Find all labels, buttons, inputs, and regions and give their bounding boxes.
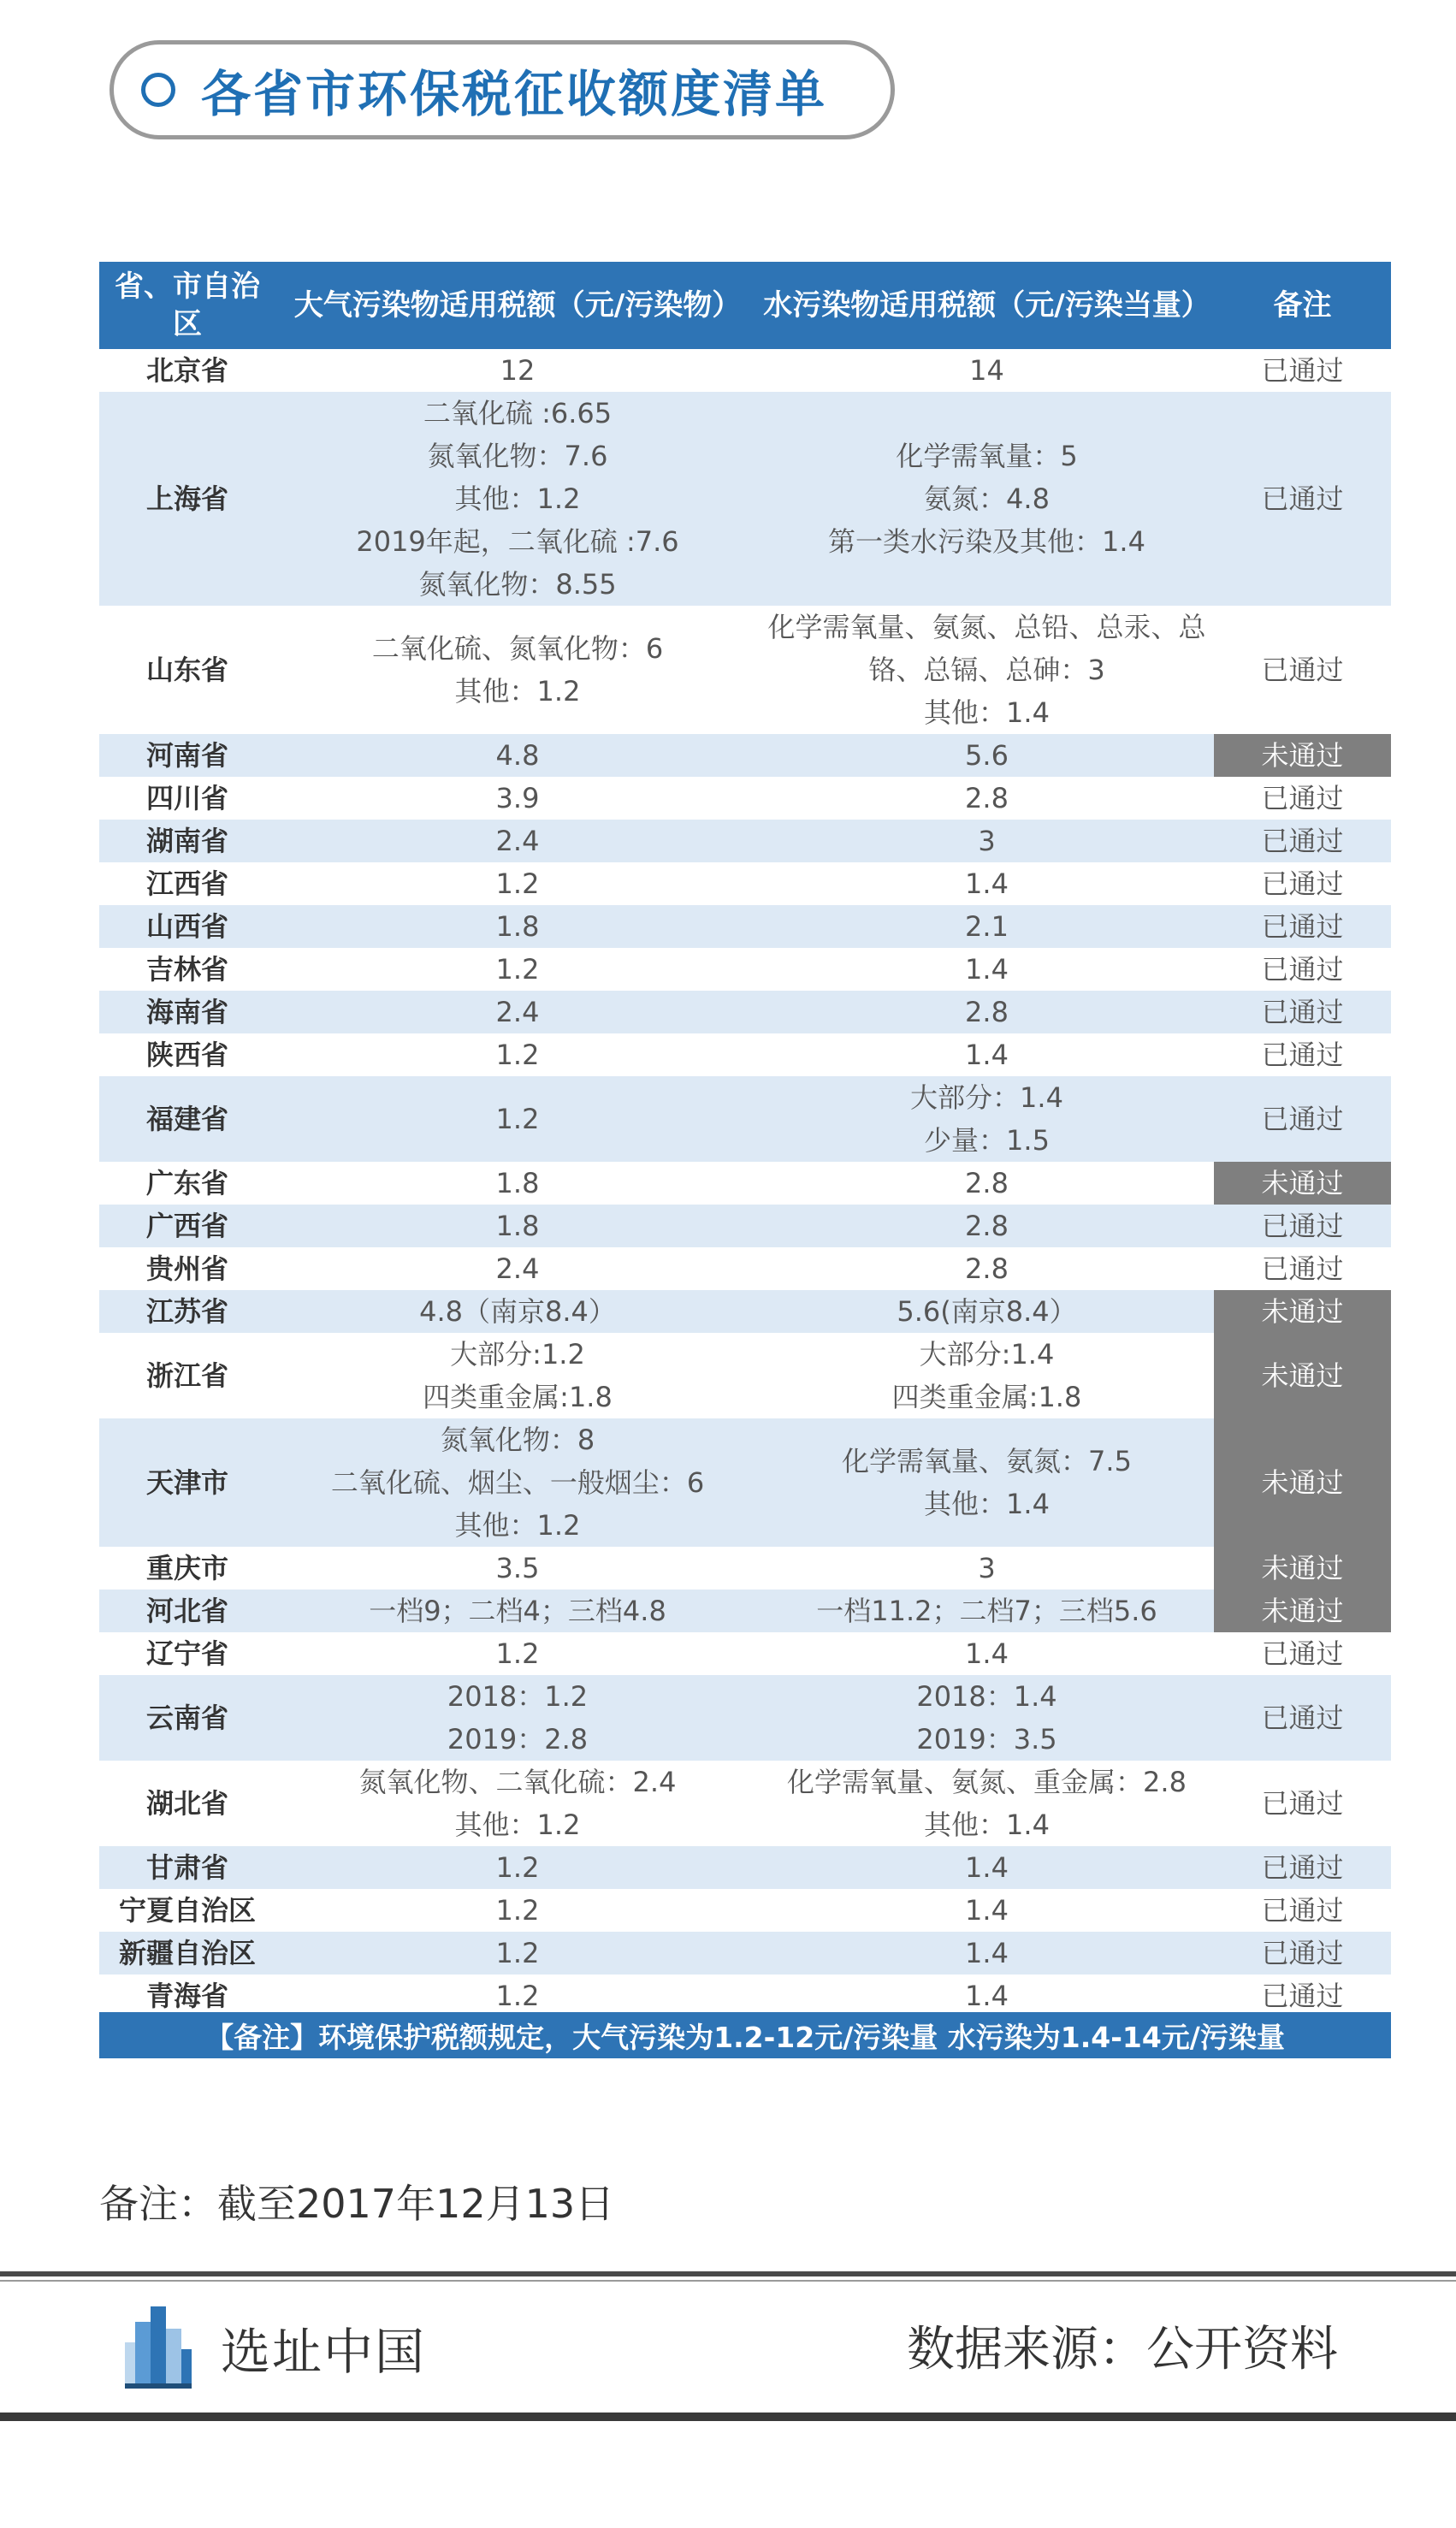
province-cell: 浙江省 — [145, 1359, 228, 1392]
air-tax-cell — [275, 1675, 760, 1761]
air-tax-line: 4.8（南京8.4） — [419, 1295, 616, 1328]
air-tax-line: 二氧化硫、氮氧化物：6 — [371, 632, 664, 665]
footer-divider-bottom — [0, 2413, 1456, 2421]
air-tax-line: 1.2 — [495, 1894, 540, 1927]
air-tax-line: 二氧化硫、烟尘、一般烟尘：6 — [330, 1466, 705, 1499]
table-row — [99, 1205, 1391, 1247]
status-cell: 未通过 — [1214, 1590, 1391, 1632]
status-cell: 已通过 — [1214, 1932, 1391, 1974]
water-tax-line: 1.4 — [965, 1894, 1009, 1927]
water-tax-cell — [760, 1675, 1214, 1761]
table-row — [99, 1547, 1391, 1590]
status-cell: 已通过 — [1261, 1894, 1344, 1927]
table-row — [99, 1162, 1391, 1205]
province-cell: 广东省 — [145, 1167, 228, 1199]
table-row — [99, 1632, 1391, 1675]
footer-divider-top — [0, 2271, 1456, 2276]
province-cell: 山西省 — [99, 905, 275, 948]
air-tax-line: 1.8 — [495, 1210, 540, 1242]
water-tax-line: 其他：1.4 — [924, 1488, 1050, 1520]
air-tax-cell — [275, 349, 760, 392]
air-tax-line: 12 — [500, 354, 536, 387]
status-cell: 已通过 — [1261, 782, 1344, 814]
page-title: 各省市环保税征收额度清单 — [201, 65, 828, 123]
table-row — [99, 734, 1391, 777]
water-tax-line: 化学需氧量、氨氮：7.5 — [842, 1445, 1132, 1477]
status-cell: 已通过 — [1261, 953, 1344, 986]
water-tax-line: 氨氮：4.8 — [924, 483, 1050, 515]
water-tax-line: 化学需氧量：5 — [896, 440, 1078, 472]
brand-name: 选址中国 — [221, 2323, 427, 2381]
air-tax-line: 其他：1.2 — [454, 1509, 581, 1542]
status-cell: 未通过 — [1214, 1547, 1391, 1590]
province-cell: 上海省 — [99, 392, 275, 606]
air-tax-cell — [275, 1076, 760, 1162]
province-cell: 江西省 — [145, 867, 228, 900]
water-tax-cell — [760, 948, 1214, 991]
table-row — [99, 1932, 1391, 1974]
water-tax-line: 2.8 — [965, 1252, 1009, 1285]
air-tax-line: 其他：1.2 — [454, 483, 581, 515]
table-row — [99, 991, 1391, 1033]
water-tax-line: 2.8 — [965, 1167, 1009, 1199]
air-tax-line: 2019年起，二氧化硫 :7.6 — [356, 525, 679, 558]
air-tax-line: 1.8 — [495, 910, 540, 943]
water-tax-line: 其他：1.4 — [924, 1809, 1050, 1841]
air-tax-line: 2.4 — [495, 825, 540, 857]
table-body — [99, 349, 1391, 2017]
table-row — [99, 820, 1391, 862]
air-tax-line: 一档9；二档4；三档4.8 — [369, 1595, 666, 1627]
water-tax-cell — [760, 1205, 1214, 1247]
status-cell: 已通过 — [1214, 820, 1391, 862]
water-tax-cell — [760, 1590, 1214, 1632]
province-cell: 广西省 — [99, 1205, 275, 1247]
table-row — [99, 349, 1391, 392]
air-tax-cell — [275, 734, 760, 777]
province-cell: 云南省 — [99, 1675, 275, 1761]
status-cell: 已通过 — [1261, 1039, 1344, 1071]
header-water-tax: 水污染物适用税额（元/污染当量） — [760, 262, 1214, 349]
air-tax-line: 氮氧化物：8 — [440, 1424, 595, 1456]
table-row — [99, 1333, 1391, 1418]
table-row — [99, 1247, 1391, 1290]
air-tax-cell — [275, 1418, 760, 1547]
air-tax-cell — [275, 1205, 760, 1247]
table-row — [99, 606, 1391, 734]
table-row — [99, 1290, 1391, 1333]
province-cell: 河南省 — [99, 734, 275, 777]
air-tax-line: 2019：2.8 — [447, 1723, 589, 1755]
status-cell: 已通过 — [1261, 1637, 1344, 1670]
water-tax-cell — [760, 1162, 1214, 1205]
water-tax-cell — [760, 820, 1214, 862]
province-cell: 北京省 — [145, 354, 228, 387]
air-tax-cell — [275, 1290, 760, 1333]
table-row — [99, 1846, 1391, 1889]
status-cell: 已通过 — [1261, 1252, 1344, 1285]
footer-divider-top-thin — [0, 2280, 1456, 2282]
air-tax-line: 1.2 — [495, 1851, 540, 1884]
air-tax-cell — [275, 948, 760, 991]
water-tax-line: 3 — [978, 1552, 996, 1584]
data-source: 数据来源：公开资料 — [907, 2322, 1338, 2377]
air-tax-cell — [275, 1846, 760, 1889]
air-tax-line: 4.8 — [495, 739, 540, 772]
status-cell: 已通过 — [1261, 867, 1344, 900]
air-tax-line: 3.5 — [495, 1552, 540, 1584]
air-tax-cell — [275, 862, 760, 905]
water-tax-line: 1.4 — [965, 1039, 1009, 1071]
air-tax-cell — [275, 991, 760, 1033]
table-row — [99, 1889, 1391, 1932]
province-cell: 海南省 — [99, 991, 275, 1033]
water-tax-line: 14 — [969, 354, 1004, 387]
air-tax-line: 1.2 — [495, 1937, 540, 1969]
water-tax-cell — [760, 1290, 1214, 1333]
status-cell: 已通过 — [1261, 1787, 1344, 1820]
title-banner — [109, 40, 895, 139]
air-tax-line: 1.8 — [495, 1167, 540, 1199]
province-cell: 湖南省 — [99, 820, 275, 862]
water-tax-line: 2019：3.5 — [916, 1723, 1057, 1755]
province-cell: 河北省 — [99, 1590, 275, 1632]
status-cell: 已通过 — [1214, 991, 1391, 1033]
water-tax-line: 其他：1.4 — [924, 696, 1050, 729]
air-tax-line: 2.4 — [495, 996, 540, 1028]
province-cell: 吉林省 — [145, 953, 228, 986]
water-tax-cell — [760, 1889, 1214, 1932]
table-header-row — [99, 262, 1391, 349]
water-tax-line: 2.1 — [965, 910, 1009, 943]
table-row — [99, 392, 1391, 606]
air-tax-cell — [275, 1974, 760, 2017]
air-tax-line: 2018：1.2 — [447, 1680, 589, 1713]
air-tax-line: 1.2 — [495, 1103, 540, 1135]
water-tax-line: 1.4 — [965, 867, 1009, 900]
water-tax-cell — [760, 991, 1214, 1033]
status-cell: 已通过 — [1214, 1675, 1391, 1761]
air-tax-cell — [275, 1590, 760, 1632]
air-tax-line: 1.2 — [495, 867, 540, 900]
water-tax-line: 少量：1.5 — [924, 1124, 1050, 1157]
water-tax-line: 第一类水污染及其他：1.4 — [828, 525, 1145, 558]
table-row — [99, 1675, 1391, 1761]
air-tax-line: 二氧化硫 :6.65 — [423, 397, 613, 429]
table-row — [99, 862, 1391, 905]
water-tax-cell — [760, 905, 1214, 948]
status-cell: 未通过 — [1214, 1333, 1391, 1418]
water-tax-line: 5.6(南京8.4） — [897, 1295, 1077, 1328]
water-tax-cell — [760, 1632, 1214, 1675]
table-row — [99, 777, 1391, 820]
air-tax-line: 1.2 — [495, 1980, 540, 2012]
province-cell: 新疆自治区 — [99, 1932, 275, 1974]
water-tax-cell — [760, 1418, 1214, 1547]
water-tax-cell — [760, 1076, 1214, 1162]
table-row — [99, 1761, 1391, 1846]
water-tax-cell — [760, 1033, 1214, 1076]
water-tax-line: 2018：1.4 — [916, 1680, 1057, 1713]
water-tax-cell — [760, 1974, 1214, 2017]
air-tax-cell — [275, 1247, 760, 1290]
air-tax-line: 1.2 — [495, 1637, 540, 1670]
province-cell: 贵州省 — [145, 1252, 228, 1285]
air-tax-line: 2.4 — [495, 1252, 540, 1285]
water-tax-line: 2.8 — [965, 1210, 1009, 1242]
water-tax-cell — [760, 1547, 1214, 1590]
air-tax-line: 1.2 — [495, 953, 540, 986]
air-tax-cell — [275, 1547, 760, 1590]
water-tax-line: 大部分:1.4 — [919, 1338, 1055, 1371]
province-cell: 山东省 — [145, 654, 228, 686]
air-tax-cell — [275, 1932, 760, 1974]
status-cell: 已通过 — [1214, 1076, 1391, 1162]
table-row — [99, 948, 1391, 991]
header-province: 省、市自治区 — [99, 262, 275, 349]
province-cell: 宁夏自治区 — [118, 1894, 256, 1927]
status-cell: 未通过 — [1214, 734, 1391, 777]
air-tax-cell — [275, 1761, 760, 1846]
brand — [125, 2303, 426, 2392]
water-tax-cell — [760, 1333, 1214, 1418]
water-tax-line: 1.4 — [965, 1637, 1009, 1670]
water-tax-line: 大部分：1.4 — [910, 1081, 1063, 1114]
water-tax-cell — [760, 1247, 1214, 1290]
air-tax-line: 四类重金属:1.8 — [423, 1381, 613, 1413]
table-row — [99, 1033, 1391, 1076]
province-cell: 重庆市 — [145, 1552, 228, 1584]
air-tax-line: 1.2 — [495, 1039, 540, 1071]
air-tax-cell — [275, 905, 760, 948]
air-tax-line: 氮氧化物：8.55 — [418, 568, 617, 601]
status-cell: 未通过 — [1214, 1162, 1391, 1205]
water-tax-cell — [760, 349, 1214, 392]
air-tax-line: 氮氧化物：7.6 — [427, 440, 608, 472]
water-tax-line: 一档11.2；二档7；三档5.6 — [816, 1595, 1157, 1627]
air-tax-cell — [275, 1033, 760, 1076]
header-note: 备注 — [1214, 262, 1391, 349]
province-cell: 辽宁省 — [145, 1637, 228, 1670]
status-cell: 未通过 — [1214, 1290, 1391, 1333]
tax-table — [99, 262, 1391, 2017]
province-cell: 甘肃省 — [99, 1846, 275, 1889]
water-tax-line: 1.4 — [965, 1851, 1009, 1884]
province-cell: 四川省 — [145, 782, 228, 814]
status-cell: 未通过 — [1214, 1418, 1391, 1547]
air-tax-cell — [275, 1162, 760, 1205]
air-tax-cell — [275, 820, 760, 862]
status-cell: 已通过 — [1214, 392, 1391, 606]
air-tax-cell — [275, 392, 760, 606]
water-tax-line: 1.4 — [965, 1980, 1009, 2012]
air-tax-line: 氮氧化物、二氧化硫：2.4 — [358, 1766, 677, 1798]
air-tax-cell — [275, 1889, 760, 1932]
water-tax-cell — [760, 862, 1214, 905]
table-row — [99, 1076, 1391, 1162]
status-cell: 已通过 — [1261, 654, 1344, 686]
province-cell: 湖北省 — [145, 1787, 228, 1820]
table-row — [99, 1974, 1391, 2017]
water-tax-line: 2.8 — [965, 996, 1009, 1028]
as-of-date: 备注：截至2017年12月13日 — [99, 2181, 615, 2227]
water-tax-cell — [760, 734, 1214, 777]
table-row — [99, 1418, 1391, 1547]
table-row — [99, 1590, 1391, 1632]
air-tax-cell — [275, 777, 760, 820]
air-tax-cell — [275, 1632, 760, 1675]
water-tax-cell — [760, 1761, 1214, 1846]
status-cell: 已通过 — [1214, 1205, 1391, 1247]
water-tax-line: 1.4 — [965, 1937, 1009, 1969]
province-cell: 青海省 — [145, 1980, 228, 2012]
water-tax-line: 2.8 — [965, 782, 1009, 814]
province-cell: 江苏省 — [99, 1290, 275, 1333]
water-tax-line: 化学需氧量、氨氮、总铅、总汞、总铬、总镉、总砷：3 — [767, 611, 1206, 686]
province-cell: 陕西省 — [145, 1039, 228, 1071]
table-footnote: 【备注】环境保护税额规定，大气污染为1.2-12元/污染量 水污染为1.4-14元/污染量 — [99, 2012, 1391, 2058]
status-cell: 已通过 — [1261, 1980, 1344, 2012]
status-cell: 已通过 — [1214, 905, 1391, 948]
air-tax-line: 其他：1.2 — [454, 675, 581, 707]
water-tax-line: 四类重金属:1.8 — [891, 1381, 1082, 1413]
water-tax-cell — [760, 1932, 1214, 1974]
water-tax-line: 3 — [978, 825, 996, 857]
water-tax-cell — [760, 777, 1214, 820]
header-air-tax: 大气污染物适用税额（元/污染物） — [275, 262, 760, 349]
water-tax-line: 化学需氧量、氨氮、重金属：2.8 — [787, 1766, 1187, 1798]
water-tax-line: 5.6 — [965, 739, 1009, 772]
building-logo-icon — [125, 2303, 192, 2392]
province-cell: 天津市 — [99, 1418, 275, 1547]
air-tax-line: 3.9 — [495, 782, 540, 814]
table-row — [99, 905, 1391, 948]
air-tax-cell — [275, 606, 760, 734]
water-tax-cell — [760, 1846, 1214, 1889]
air-tax-cell — [275, 1333, 760, 1418]
water-tax-cell — [760, 392, 1214, 606]
status-cell: 已通过 — [1261, 354, 1344, 387]
air-tax-line: 大部分:1.2 — [450, 1338, 585, 1371]
circle-icon — [141, 73, 175, 107]
status-cell: 已通过 — [1214, 1846, 1391, 1889]
water-tax-line: 1.4 — [965, 953, 1009, 986]
province-cell: 福建省 — [99, 1076, 275, 1162]
air-tax-line: 其他：1.2 — [454, 1809, 581, 1841]
water-tax-cell — [760, 606, 1214, 734]
